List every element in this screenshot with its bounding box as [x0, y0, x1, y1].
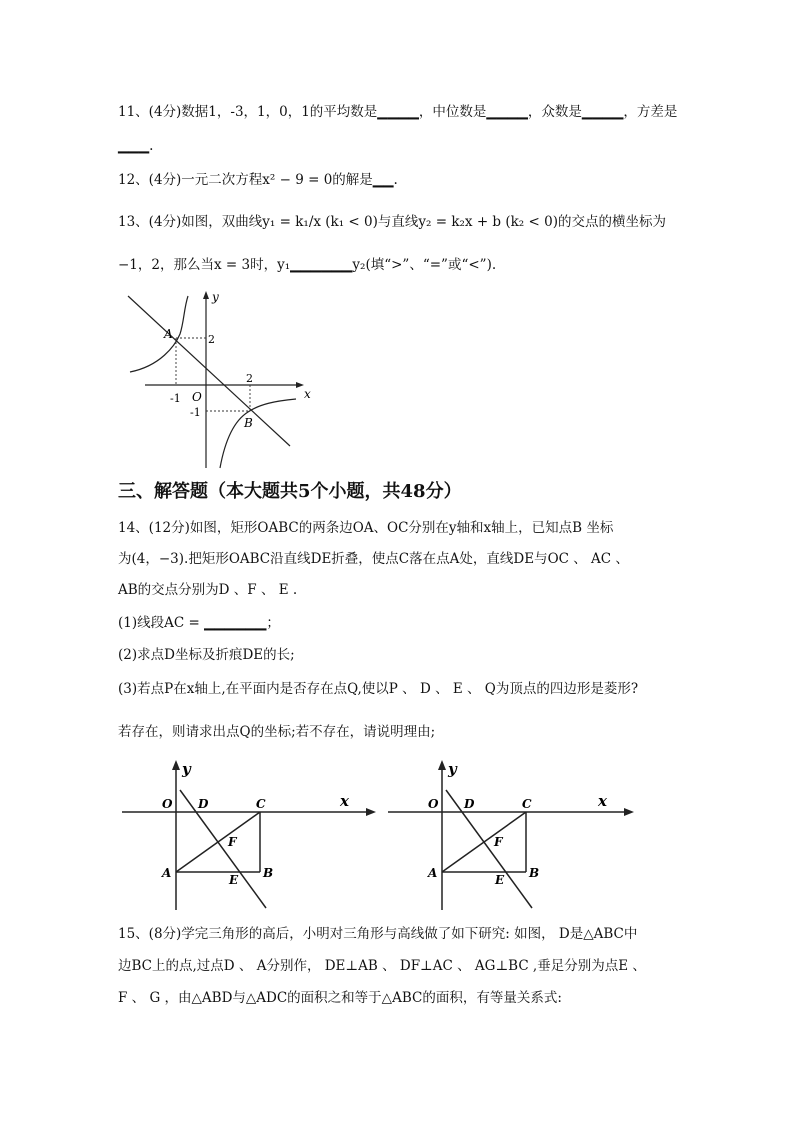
q13-label-a: A: [164, 327, 173, 341]
q14b-label-c: C: [522, 797, 532, 811]
q13-x-arrow: [296, 382, 304, 388]
q14b-x-arrow: [624, 808, 634, 816]
q13-line1: 13、(4分)如图，双曲线y₁ = k₁/x (k₁ < 0)与直线y₂ = k₂x + b (k₂ < 0)的交点的横坐标为: [118, 214, 666, 230]
q15-line2: 边BC上的点,过点D 、 A分别作， DE⊥AB 、 DF⊥AC 、 AG⊥BC ,垂足分别为点E 、: [118, 958, 646, 974]
q14-line3: AB的交点分别为D 、F 、 E .: [118, 582, 298, 598]
q14a-y-arrow: [172, 760, 180, 770]
q11-line1: 11、(4分)数据1，-3，1，0，1的平均数是▁▁▁▁，中位数是▁▁▁▁，众数是▁▁▁▁，方差是: [118, 104, 678, 120]
q13-tick-xm1: -1: [170, 392, 181, 405]
q14-part3b: 若存在，则请求出点Q的坐标;若不存在，请说明理由;: [118, 724, 436, 740]
q14a-label-d: D: [198, 797, 209, 811]
q13-tick-ym1: -1: [190, 406, 201, 419]
q14b-label-f: F: [494, 835, 503, 849]
q14-line1: 14、(12分)如图，矩形OABC的两条边OA、OC分别在y轴和x轴上，已知点B 坐标: [118, 520, 614, 536]
q14b-label-x: x: [598, 792, 607, 810]
q14-figure-right: [384, 756, 654, 916]
q14-line2: 为(4，−3).把矩形OABC沿直线DE折叠，使点C落在点A处，直线DE与OC 、 AC 、: [118, 551, 629, 567]
q13-hyperbola-left: [130, 296, 188, 372]
q13-tick-y2: 2: [208, 333, 215, 346]
q13-label-x: x: [304, 387, 311, 401]
q14a-label-e: E: [229, 873, 239, 887]
q15-line3: F 、 G ，由△ABD与△ADC的面积之和等于△ABC的面积，有等量关系式:: [118, 990, 562, 1006]
q13-tick-x2: 2: [246, 372, 253, 385]
q14a-label-b: B: [263, 866, 274, 880]
q14-part1: (1)线段AC = ▁▁▁▁▁▁；: [118, 615, 280, 631]
q14b-label-e: E: [495, 873, 505, 887]
q14a-label-o: O: [162, 797, 173, 811]
q14a-label-y: y: [182, 760, 191, 778]
q14-part2: (2)求点D坐标及折痕DE的长;: [118, 647, 295, 663]
q14b-label-a: A: [428, 866, 438, 880]
q14b-fold-de: [446, 790, 532, 908]
q13-figure: [120, 286, 320, 476]
q14a-x-arrow: [366, 808, 376, 816]
q13-label-b: B: [244, 416, 253, 430]
q13-y-arrow: [203, 291, 209, 299]
q14b-label-o: O: [428, 797, 439, 811]
q14-figure-left: [118, 756, 388, 916]
q13-line-y2: [128, 296, 290, 446]
q13-label-o: O: [192, 390, 202, 404]
q14a-label-a: A: [162, 866, 172, 880]
q11-line2: ▁▁▁.: [118, 138, 154, 154]
q14a-label-f: F: [228, 835, 237, 849]
q14b-label-b: B: [529, 866, 540, 880]
q13-line2: −1，2，那么当x = 3时，y₁▁▁▁▁▁▁y₂(填“>”、“=”或“<”).: [118, 257, 497, 273]
section3-title: 三、解答题（本大题共5个小题，共48分）: [118, 481, 462, 502]
q14a-fold-de: [180, 790, 266, 908]
q13-hyperbola-right: [220, 399, 296, 468]
q14b-y-arrow: [438, 760, 446, 770]
q12-line1: 12、(4分)一元二次方程x² − 9 = 0的解是▁▁.: [118, 172, 398, 188]
q14b-label-y: y: [448, 760, 457, 778]
q14b-label-d: D: [464, 797, 475, 811]
q15-line1: 15、(8分)学完三角形的高后，小明对三角形与高线做了如下研究: 如图， D是△ABC中: [118, 926, 638, 942]
q14a-label-x: x: [340, 792, 349, 810]
q13-label-y: y: [212, 290, 219, 304]
q14-part3: (3)若点P在x轴上,在平面内是否存在点Q,使以P 、 D 、 E 、 Q为顶点的四边形是菱形?: [118, 681, 639, 697]
q14a-label-c: C: [256, 797, 266, 811]
